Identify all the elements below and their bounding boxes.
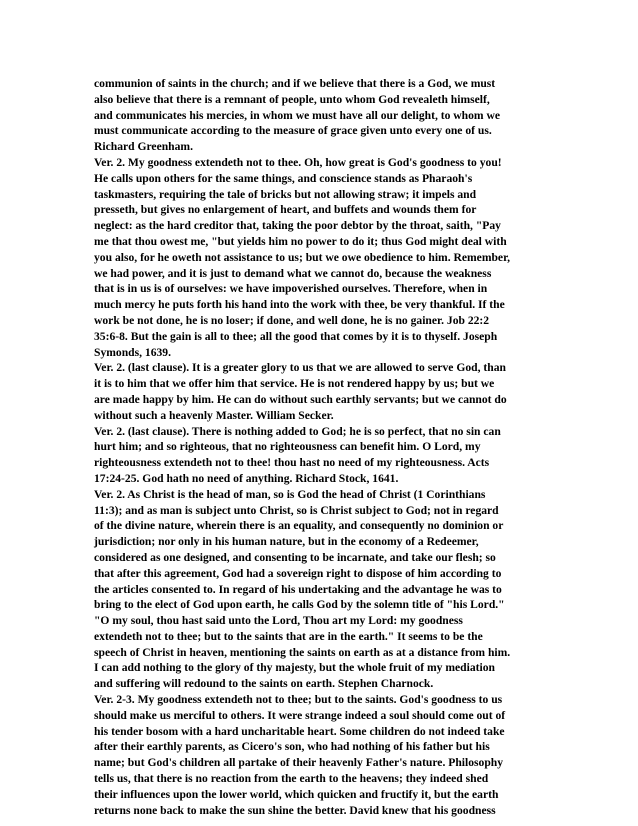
text-line: taskmasters, requiring the tale of bricks but not allowing straw; it impels and: [94, 187, 477, 201]
text-line: that is in us is of ourselves: we have impoverished ourselves. Therefore, when in: [94, 282, 488, 296]
text-line: work be not done, he is no loser; if done, and well done, he is no gainer. Job 22:2: [94, 313, 490, 327]
text-line: of the divine nature, wherein there is an equality, and consequently no dominion or: [94, 519, 504, 533]
text-line: Richard Greenham.: [94, 140, 193, 154]
text-line: righteousness extendeth not to thee! thou hast no need of my righteousness. Acts: [94, 456, 490, 470]
text-line: it is to him that we offer him that service. He is not rendered happy by us; but we: [94, 377, 495, 391]
text-line: we had power, and it is just to demand what we cannot do, because the weakness: [94, 266, 492, 280]
text-line: you also, for he oweth not assistance to us; but we owe obedience to him. Remember,: [94, 250, 511, 264]
text-line: 11:3); and as man is subject unto Christ, so is Christ subject to God; not in regard: [94, 503, 499, 517]
text-line: Ver. 2-3. My goodness extendeth not to thee; but to the saints. God's goodness to us: [94, 693, 503, 707]
text-line: bring to the elect of God upon earth, he calls God by the solemn title of "his Lord.": [94, 598, 505, 612]
text-line: 17:24-25. God hath no need of anything. Richard Stock, 1641.: [94, 471, 399, 485]
text-line: neglect: as the hard creditor that, taking the poor debtor by the throat, saith, "Pay: [94, 219, 501, 233]
text-line: tells us, that there is no reaction from the earth to the heavens; they indeed shed: [94, 772, 489, 786]
text-line: I can add nothing to the glory of thy majesty, but the whole fruit of my mediation: [94, 661, 495, 675]
text-line: and suffering will redound to the saints on earth. Stephen Charnock.: [94, 677, 434, 691]
text-line: his tender bosom with a hard uncharitable heart. Some children do not indeed take: [94, 724, 505, 738]
text-line: Ver. 2. My goodness extendeth not to thee. Oh, how great is God's goodness to you!: [94, 155, 502, 169]
text-line: are made happy by him. He can do without such earthly servants; but we cannot do: [94, 392, 507, 406]
text-line: Ver. 2. As Christ is the head of man, so is God the head of Christ (1 Corinthians: [94, 487, 486, 501]
text-line: much mercy he puts forth his hand into the work with thee, be very thankful. If the: [94, 298, 505, 312]
text-line: their influences upon the lower world, which quicken and fructify it, but the earth: [94, 787, 499, 801]
text-line: without such a heavenly Master. William Secker.: [94, 408, 334, 422]
text-line: extendeth not to thee; but to the saints that are in the earth." It seems to be the: [94, 629, 483, 643]
text-line: "O my soul, thou hast said unto the Lord, Thou art my Lord: my goodness: [94, 614, 463, 628]
text-line: speech of Christ in heaven, mentioning the saints on earth as at a distance from him.: [94, 645, 511, 659]
text-line: also believe that there is a remnant of people, unto whom God revealeth himself,: [94, 92, 490, 106]
text-line: should make us merciful to others. It were strange indeed a soul should come out of: [94, 708, 506, 722]
text-line: me that thou owest me, "but yields him no power to do it; thus God might deal with: [94, 234, 507, 248]
text-line: name; but God's children all partake of their heavenly Father's nature. Philosophy: [94, 756, 504, 770]
text-line: jurisdiction; nor only in his human nature, but in the economy of a Redeemer,: [94, 535, 479, 549]
text-line: Symonds, 1639.: [94, 345, 171, 359]
document-page: [94, 76, 546, 818]
text-line: considered as one designed, and consenting to be incarnate, and take our flesh; so: [94, 550, 496, 564]
text-line: presseth, but gives no enlargement of heart, and buffets and wounds them for: [94, 203, 477, 217]
text-line: communion of saints in the church; and if we believe that there is a God, we must: [94, 77, 496, 90]
text-line: 35:6-8. But the gain is all to thee; all the good that comes by it is to thyself. Joseph: [94, 329, 498, 343]
text-line: after their earthly parents, as Cicero's son, who had nothing of his father but his: [94, 740, 490, 754]
text-line: returns none back to make the sun shine the better. David knew that his goodness: [94, 803, 496, 817]
text-line: that after this agreement, God had a sovereign right to dispose of him according to: [94, 566, 502, 580]
text-line: the articles consented to. In regard of his undertaking and the advantage he was to: [94, 582, 502, 596]
text-line: must communicate according to the measure of grace given unto every one of us.: [94, 124, 492, 138]
text-line: Ver. 2. (last clause). There is nothing added to God; he is so perfect, that no sin can: [94, 424, 501, 438]
text-line: hurt him; and so righteous, that no righteousness can benefit him. O Lord, my: [94, 440, 481, 454]
text-line: He calls upon others for the same things, and conscience stands as Pharaoh's: [94, 171, 473, 185]
text-line: Ver. 2. (last clause). It is a greater glory to us that we are allowed to serve God, than: [94, 361, 506, 375]
text-line: and communicates his mercies, in whom we must have all our delight, to whom we: [94, 108, 500, 122]
